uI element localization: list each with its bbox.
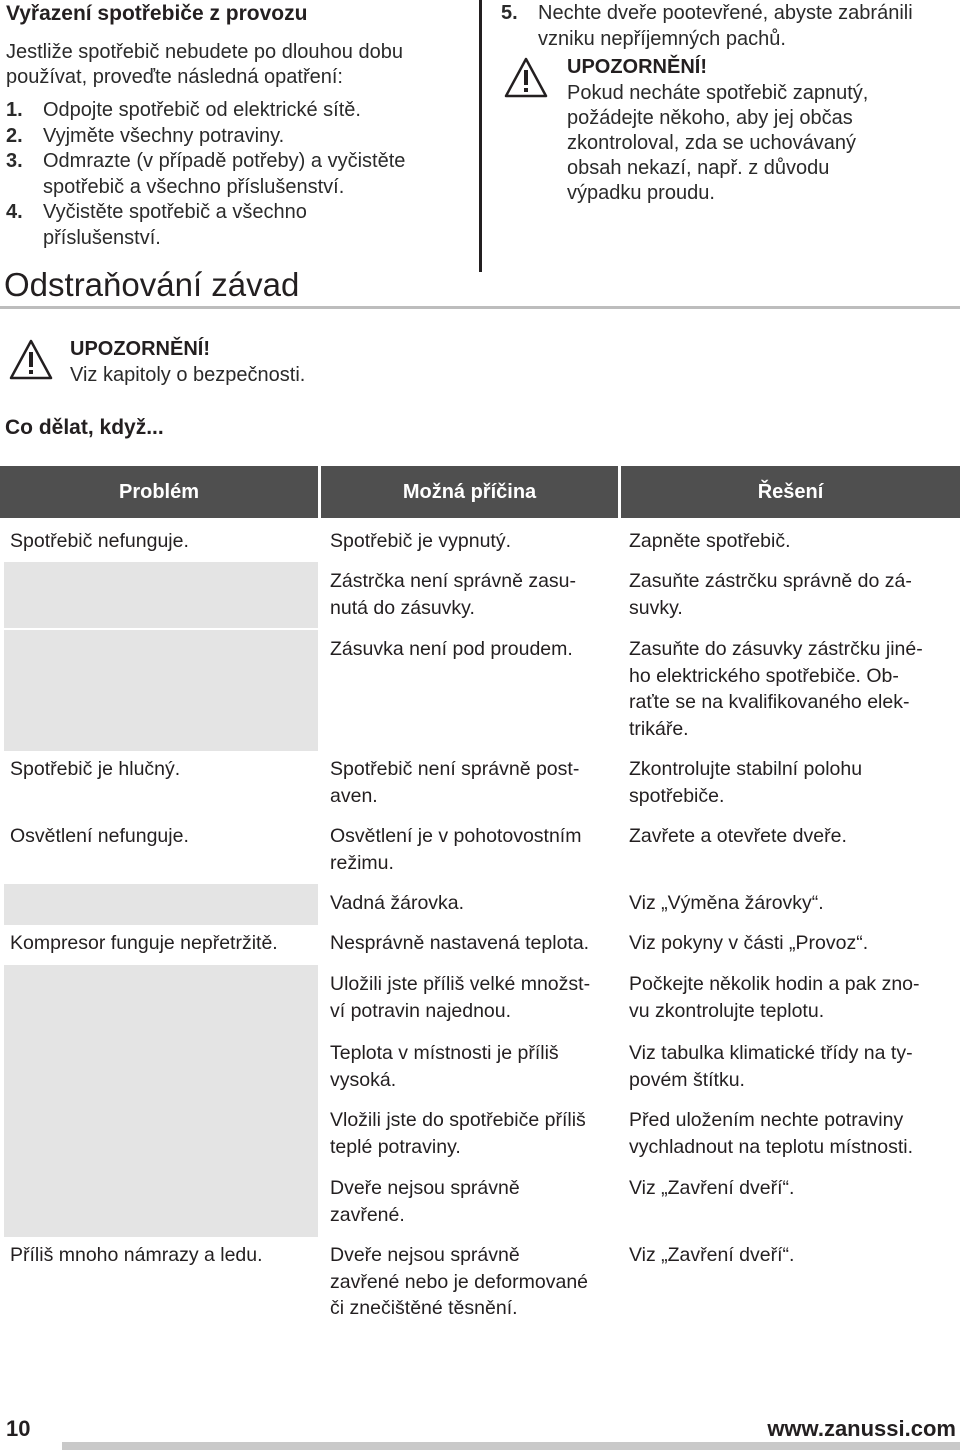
column-header: Problém [0, 466, 318, 518]
cell-line: ho elektrického spotřebiče. Ob- [629, 664, 899, 687]
empty-cell-shade [4, 562, 318, 628]
cell-line: nutá do zásuvky. [330, 596, 475, 619]
decommission-steps-continued [501, 1, 960, 52]
step-text: Nechte dveře pootevřené, abyste zabránili [538, 2, 913, 24]
warning-line: zkontroloval, zda se uchovávaný [567, 132, 857, 154]
table-cell-cause [320, 1175, 618, 1228]
cell-line: Viz „Zavření dveří“. [629, 1177, 795, 1199]
cell-line: vychladnout na teplotu místnosti. [629, 1135, 913, 1158]
decommission-steps [6, 98, 471, 251]
footer-bar [62, 1442, 960, 1450]
cell-line: vu zkontrolujte teplotu. [629, 999, 825, 1022]
table-cell-solution [619, 890, 960, 917]
cell-line: Teplota v místnosti je příliš [330, 1042, 559, 1064]
cell-line: Zapněte spotřebič. [629, 530, 791, 552]
step-text: Odmrazte (v případě potřeby) a vyčistěte [43, 150, 406, 172]
step-number: 5. [501, 2, 518, 24]
table-cell-problem [0, 756, 318, 783]
table-cell-solution [619, 1242, 960, 1269]
cell-line: Uložili jste příliš velké množst- [330, 973, 591, 995]
empty-cell-shade [4, 1169, 318, 1237]
cell-line: spotřebiče. [629, 784, 725, 807]
table-cell-cause [320, 756, 618, 809]
cell-line: Zasuňte do zásuvky zástrčku jiné- [629, 638, 923, 660]
cell-line: Kompresor funguje nepřetržitě. [10, 932, 278, 954]
step-text: spotřebič a všechno příslušenství. [43, 175, 345, 198]
step-number: 2. [6, 124, 23, 147]
table-cell-solution [619, 1107, 960, 1160]
table-cell-cause [320, 1107, 618, 1160]
step-number: 1. [6, 99, 23, 121]
warning-line: Pokud necháte spotřebič zapnutý, [567, 82, 869, 104]
table-header [0, 466, 960, 518]
empty-cell-shade [4, 1101, 318, 1170]
table-cell-cause [320, 1242, 618, 1322]
table-cell-cause [320, 1040, 618, 1093]
cell-line: Viz tabulka klimatické třídy na ty- [629, 1042, 913, 1064]
step-text: příslušenství. [43, 226, 161, 249]
cell-line: Spotřebič nefunguje. [10, 530, 189, 552]
table-cell-solution [619, 756, 960, 809]
cell-line: Příliš mnoho námrazy a ledu. [10, 1244, 263, 1266]
table-row [0, 1107, 960, 1172]
column-divider [479, 0, 482, 272]
cell-line: Zástrčka není správně zasu- [330, 570, 577, 592]
step-text: vzniku nepříjemných pachů. [538, 27, 786, 50]
table-row [0, 568, 960, 630]
cell-line: suvky. [629, 596, 683, 619]
cell-line: Spotřebič je hlučný. [10, 758, 181, 780]
cell-line: Dveře nejsou správně [330, 1177, 520, 1199]
table-cell-cause [320, 823, 618, 876]
empty-cell-shade [4, 884, 318, 925]
table-cell-problem [0, 823, 318, 850]
subheading: Co dělat, když... [5, 416, 164, 439]
section-heading-decommission: Vyřazení spotřebiče z provozu [6, 2, 308, 25]
empty-cell-shade [4, 965, 318, 1035]
table-row [0, 756, 960, 818]
cell-line: Viz pokyny v části „Provoz“. [629, 932, 869, 954]
step-text: Odpojte spotřebič od elektrické sítě. [43, 99, 361, 121]
table-row [0, 1242, 960, 1332]
cell-line: či znečištěné těsnění. [330, 1297, 518, 1319]
empty-cell-shade [4, 1034, 318, 1102]
table-cell-problem [0, 930, 318, 957]
cell-line: teplé potraviny. [330, 1135, 461, 1158]
table-cell-cause [320, 971, 618, 1024]
cell-line: trikáře. [629, 717, 689, 740]
table-cell-solution [619, 971, 960, 1024]
column-header: Řešení [621, 466, 960, 518]
table-cell-problem [0, 528, 318, 555]
step-number: 3. [6, 150, 23, 172]
decommission-intro [6, 40, 466, 90]
column-header: Možná příčina [321, 466, 618, 518]
cell-line: Zásuvka není pod proudem. [330, 638, 573, 660]
cell-line: Dveře nejsou správně [330, 1244, 520, 1266]
warning-text: Viz kapitoly o bezpečnosti. [70, 364, 306, 386]
table-cell-cause [320, 528, 618, 555]
warning-triangle-icon [8, 338, 54, 382]
table-cell-solution [619, 930, 960, 957]
cell-line: Před uložením nechte potraviny [629, 1109, 904, 1131]
table-cell-cause [320, 890, 618, 917]
table-row [0, 636, 960, 753]
table-cell-solution [619, 1040, 960, 1093]
table-cell-cause [320, 930, 618, 957]
step-item [6, 200, 471, 251]
cell-line: Viz „Zavření dveří“. [629, 1244, 795, 1266]
section-title: Odstraňování závad [4, 266, 300, 303]
cell-line: Zavřete a otevřete dveře. [629, 825, 847, 847]
cell-line: Viz „Výměna žárovky“. [629, 892, 824, 914]
table-cell-solution [619, 636, 960, 742]
table-row [0, 930, 960, 968]
table-cell-solution [619, 568, 960, 621]
cell-line: Počkejte několik hodin a pak zno- [629, 973, 920, 995]
cell-line: Vložili jste do spotřebiče příliš [330, 1109, 586, 1131]
step-number: 4. [6, 201, 23, 223]
cell-line: ví potravin najednou. [330, 999, 512, 1022]
section-rule [0, 306, 960, 309]
warning-title: UPOZORNĚNÍ! [567, 56, 707, 78]
table-cell-solution [619, 823, 960, 850]
footer-url: www.zanussi.com [767, 1416, 956, 1441]
warning-line: obsah nekazí, např. z důvodu [567, 157, 830, 179]
page-number: 10 [6, 1416, 31, 1441]
cell-line: zavřené. [330, 1203, 405, 1226]
table-cell-solution [619, 1175, 960, 1202]
cell-line: raťte se na kvalifikovaného elek- [629, 691, 910, 713]
table-row [0, 528, 960, 566]
warning-line: výpadku proudu. [567, 182, 715, 204]
cell-line: Spotřebič je vypnutý. [330, 530, 512, 552]
cell-line: Spotřebič není správně post- [330, 758, 580, 780]
intro-line: Jestliže spotřebič nebudete po dlouhou dobu [6, 41, 403, 63]
cell-line: aven. [330, 784, 378, 807]
cell-line: zavřené nebo je deformované [330, 1270, 589, 1293]
warning-text [567, 81, 957, 206]
table-row [0, 971, 960, 1037]
step-item [6, 149, 471, 200]
cell-line: Zkontrolujte stabilní polohu [629, 758, 863, 780]
table-cell-cause [320, 636, 618, 663]
cell-line: povém štítku. [629, 1068, 745, 1091]
step-item [6, 124, 471, 150]
warning-triangle-icon [503, 56, 549, 100]
cell-line: vysoká. [330, 1068, 397, 1091]
table-row [0, 823, 960, 885]
empty-cell-shade [4, 630, 318, 751]
step-text: Vyčistěte spotřebič a všechno [43, 201, 307, 223]
warning-line: požádejte někoho, aby jej občas [567, 107, 853, 129]
cell-line: Osvětlení je v pohotovostním [330, 825, 582, 847]
cell-line: režimu. [330, 851, 394, 874]
cell-line: Zasuňte zástrčku správně do zá- [629, 570, 912, 592]
table-cell-problem [0, 1242, 318, 1269]
table-row [0, 1175, 960, 1239]
cell-line: Osvětlení nefunguje. [10, 825, 189, 847]
step-text: Vyjměte všechny potraviny. [43, 124, 285, 147]
table-row [0, 1040, 960, 1104]
table-cell-solution [619, 528, 960, 555]
cell-line: Nesprávně nastavená teplota. [330, 932, 590, 954]
intro-line: používat, proveďte následná opatření: [6, 66, 343, 88]
table-row [0, 890, 960, 927]
cell-line: Vadná žárovka. [330, 892, 465, 914]
table-cell-cause [320, 568, 618, 621]
step-item [501, 1, 960, 52]
step-item [6, 98, 471, 124]
warning-title: UPOZORNĚNÍ! [70, 338, 210, 360]
